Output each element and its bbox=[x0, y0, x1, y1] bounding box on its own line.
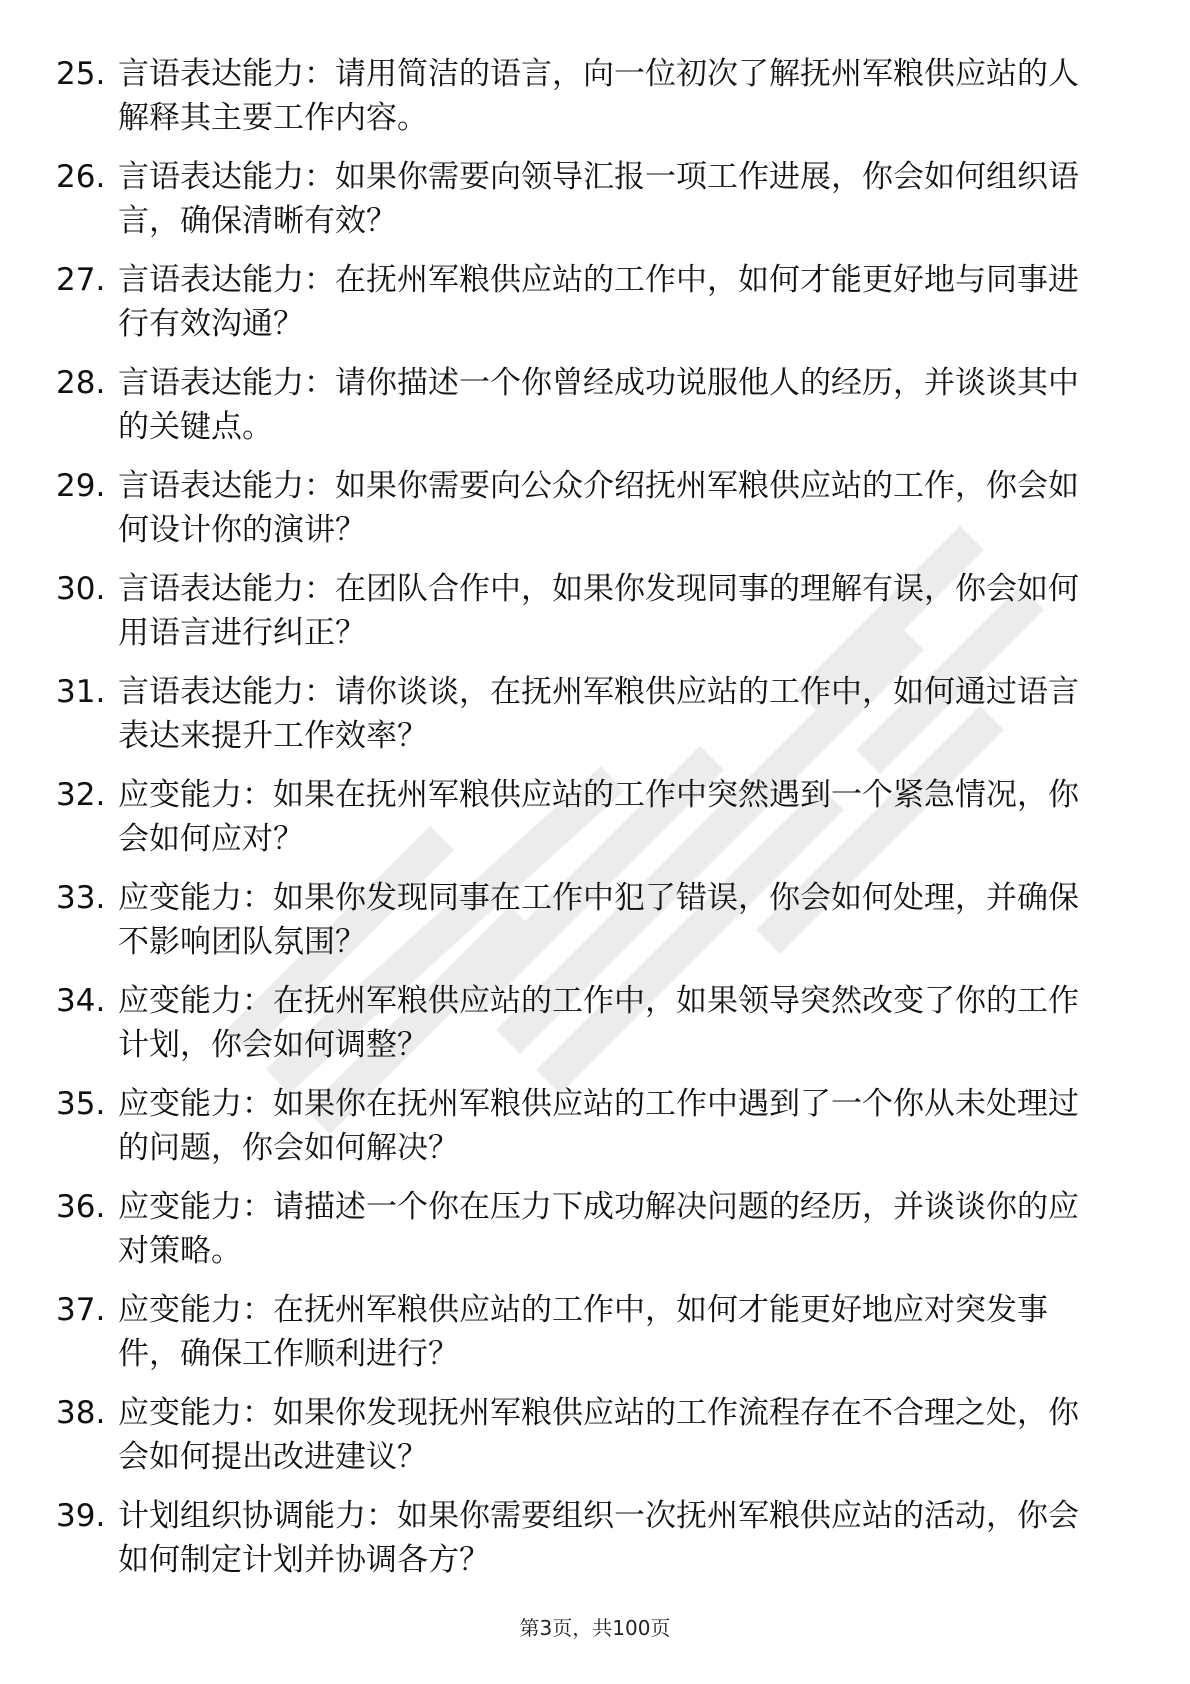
question-item bbox=[56, 567, 1116, 670]
question-number: 36. bbox=[56, 1189, 106, 1225]
question-number: 25. bbox=[56, 56, 106, 92]
question-item bbox=[56, 155, 1116, 258]
question-number: 31. bbox=[56, 674, 106, 710]
page-footer: 第3页，共100页 bbox=[519, 1616, 671, 1640]
question-item bbox=[56, 1185, 1116, 1288]
question-item bbox=[56, 1391, 1116, 1494]
question-number: 35. bbox=[56, 1086, 106, 1122]
question-text: 言语表达能力：在团队合作中，如果你发现同事的理解有误，你会如何用语言进行纠正？ bbox=[118, 571, 1079, 651]
question-text: 言语表达能力：在抚州军粮供应站的工作中，如何才能更好地与同事进行有效沟通？ bbox=[118, 262, 1079, 342]
question-number: 34. bbox=[56, 983, 106, 1019]
question-item bbox=[56, 1288, 1116, 1391]
question-item bbox=[56, 52, 1116, 155]
question-text: 应变能力：如果在抚州军粮供应站的工作中突然遇到一个紧急情况，你会如何应对？ bbox=[118, 777, 1079, 857]
question-number: 27. bbox=[56, 262, 106, 298]
question-text: 言语表达能力：请你描述一个你曾经成功说服他人的经历，并谈谈其中的关键点。 bbox=[118, 365, 1079, 445]
question-text: 应变能力：如果你发现抚州军粮供应站的工作流程存在不合理之处，你会如何提出改进建议？ bbox=[118, 1395, 1079, 1475]
question-item bbox=[56, 670, 1116, 773]
question-text: 应变能力：如果你在抚州军粮供应站的工作中遇到了一个你从未处理过的问题，你会如何解决？ bbox=[118, 1086, 1079, 1166]
question-text: 言语表达能力：如果你需要向公众介绍抚州军粮供应站的工作，你会如何设计你的演讲？ bbox=[118, 468, 1079, 548]
question-item bbox=[56, 1082, 1116, 1185]
question-item bbox=[56, 773, 1116, 876]
question-text: 计划组织协调能力：如果你需要组织一次抚州军粮供应站的活动，你会如何制定计划并协调各方？ bbox=[118, 1498, 1079, 1578]
question-number: 29. bbox=[56, 468, 106, 504]
question-number: 37. bbox=[56, 1292, 106, 1328]
question-item bbox=[56, 1494, 1116, 1597]
question-number: 28. bbox=[56, 365, 106, 401]
question-text: 应变能力：请描述一个你在压力下成功解决问题的经历，并谈谈你的应对策略。 bbox=[118, 1189, 1079, 1269]
question-number: 39. bbox=[56, 1498, 106, 1534]
question-text: 应变能力：在抚州军粮供应站的工作中，如果领导突然改变了你的工作计划，你会如何调整？ bbox=[118, 983, 1079, 1063]
question-item bbox=[56, 258, 1116, 361]
question-text: 言语表达能力：如果你需要向领导汇报一项工作进展，你会如何组织语言，确保清晰有效？ bbox=[118, 159, 1079, 239]
question-item bbox=[56, 361, 1116, 464]
question-number: 30. bbox=[56, 571, 106, 607]
question-text: 言语表达能力：请用简洁的语言，向一位初次了解抚州军粮供应站的人解释其主要工作内容。 bbox=[118, 56, 1079, 136]
question-number: 32. bbox=[56, 777, 106, 813]
question-text: 应变能力：在抚州军粮供应站的工作中，如何才能更好地应对突发事件，确保工作顺利进行？ bbox=[118, 1292, 1048, 1372]
question-item bbox=[56, 979, 1116, 1082]
question-item bbox=[56, 876, 1116, 979]
question-number: 26. bbox=[56, 159, 106, 195]
question-item bbox=[56, 464, 1116, 567]
question-text: 言语表达能力：请你谈谈，在抚州军粮供应站的工作中，如何通过语言表达来提升工作效率？ bbox=[118, 674, 1079, 754]
question-list bbox=[56, 52, 1116, 1597]
question-number: 38. bbox=[56, 1395, 106, 1431]
question-text: 应变能力：如果你发现同事在工作中犯了错误，你会如何处理，并确保不影响团队氛围？ bbox=[118, 880, 1079, 960]
question-number: 33. bbox=[56, 880, 106, 916]
